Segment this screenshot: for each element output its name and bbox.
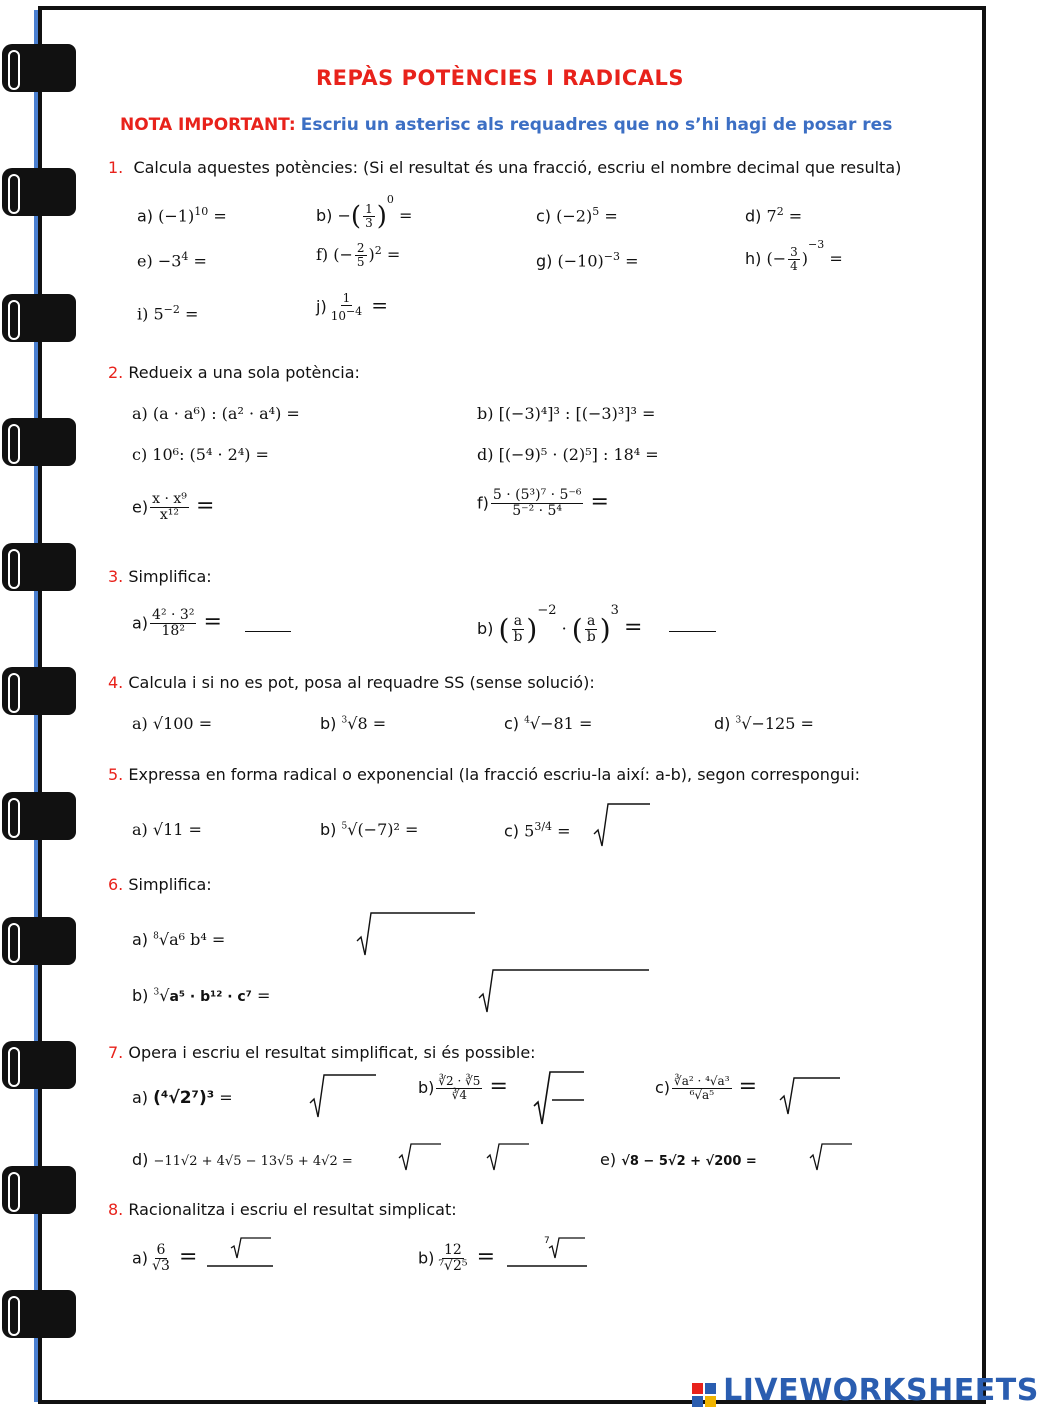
- q1-item-g: g) $(-10)^{-3}$ =: [536, 250, 639, 271]
- binder-ring: [2, 543, 76, 591]
- q1-item-e: $e) -3^4$ =: [137, 250, 207, 271]
- question-8: 8. Racionalitza i escriu el resultat simplicat:: [108, 1200, 457, 1219]
- q4-item-b: b) $^3$√8 =: [320, 714, 387, 733]
- radical-answer-box[interactable]: [592, 802, 652, 848]
- q1-item-j: j) $\frac{1}{10^{-4}}$ =: [316, 291, 389, 324]
- question-3: 3. Simplifica:: [108, 567, 212, 586]
- binder-ring: [2, 1290, 76, 1338]
- question-5: 5. Expressa en forma radical o exponencial (la fracció escriu-la així: a-b), segon correspongui:: [108, 765, 861, 784]
- q7-item-d: d) −11√2 + 4√5 − 13√5 + 4√2 =: [132, 1150, 353, 1169]
- q5-item-a: a) √11 =: [132, 820, 202, 839]
- q4-item-a: a) √100 =: [132, 714, 213, 733]
- question-4: 4. Calcula i si no es pot, posa al requadre SS (sense solució):: [108, 673, 595, 692]
- q8-item-a: a) $\frac{6}{√3}$ =: [132, 1242, 198, 1275]
- question-text: Calcula aquestes potències: (Si el resultat és una fracció, escriu el nombre decimal que resulta): [133, 158, 902, 177]
- question-1: [108, 158, 901, 177]
- radical-answer-box[interactable]: [485, 1142, 531, 1172]
- binder-ring: [2, 1041, 76, 1089]
- radical-answer-box[interactable]: [778, 1076, 842, 1116]
- question-2: 2. Redueix a una sola potència:: [108, 363, 360, 382]
- question-7: 7. Opera i escriu el resultat simplificat, si és possible:: [108, 1043, 536, 1062]
- radical-answer-box[interactable]: [532, 1070, 586, 1126]
- note-label: NOTA IMPORTANT:: [120, 115, 296, 135]
- fraction-answer-box[interactable]: [505, 1236, 589, 1270]
- q5-item-c: c) $5^{3/4}$ =: [504, 820, 571, 841]
- question-6: 6. Simplifica:: [108, 875, 212, 894]
- q7-item-b: b) $\frac{∛2 \cdot ∛5}{∛4}$ =: [418, 1073, 508, 1102]
- q6-item-a: a) $^8$√a⁶ b⁴ =: [132, 930, 226, 949]
- binder-ring: [2, 294, 76, 342]
- answer-line[interactable]: [669, 631, 716, 632]
- binder-ring: [2, 917, 76, 965]
- q1-item-c: c) $(-2)^5$ =: [536, 205, 618, 226]
- radical-index: 7: [544, 1236, 550, 1246]
- q1-item-d: d) $7^2$ =: [745, 205, 803, 226]
- radical-answer-box[interactable]: [355, 911, 477, 957]
- q2-item-c: c) 10⁶: (5⁴ · 2⁴) =: [132, 445, 269, 464]
- question-number: 1.: [108, 158, 124, 177]
- q2-item-f: f) $\frac{\text{5 · (5³)⁷ · 5⁻⁶}}{\text{5⁻² · 5⁴}}$ =: [477, 487, 609, 520]
- page-title: REPÀS POTÈNCIES I RADICALS: [315, 66, 685, 90]
- q1-item-i: i) $5^{-2}$ =: [137, 303, 199, 324]
- note-text: Escriu un asterisc als requadres que no s’hi hagi de posar res: [300, 115, 893, 135]
- radical-answer-box[interactable]: [477, 968, 651, 1014]
- binder-ring: [2, 792, 76, 840]
- q2-item-d: d) [(−9)⁵ · (2)⁵] : 18⁴ =: [477, 445, 659, 464]
- q1-item-b: b) −( $\frac{1}{3}$ )$^0$ =: [316, 193, 413, 232]
- q7-item-c: c) $\frac{\text{∛a² · ⁴√a³}}{\text{⁶√a⁵}}$ =: [655, 1073, 758, 1102]
- logo-text: LIVEWORKSHEETS: [723, 1373, 1039, 1408]
- radical-answer-box[interactable]: [397, 1142, 443, 1172]
- q3-item-b: b) ( $\frac{a}{b}$ )$^{-2}$ · ( $\frac{a}{b}$ )$^3$ =: [477, 603, 643, 646]
- q2-item-a: a) (a · a⁶) : (a² · a⁴) =: [132, 404, 300, 423]
- q3-item-a: a) $\frac{\text{4² · 3²}}{\text{18²}}$ =: [132, 607, 222, 640]
- q7-item-a: a) (⁴√2⁷)³ =: [132, 1088, 233, 1108]
- q2-item-b: b) [(−3)⁴]³ : [(−3)³]³ =: [477, 404, 656, 423]
- answer-line[interactable]: [245, 631, 291, 632]
- radical-answer-box[interactable]: [808, 1142, 854, 1172]
- q1-item-a: a) $(-1)^{10}$ =: [137, 205, 227, 226]
- binder-ring: [2, 418, 76, 466]
- logo-icon: [692, 1383, 718, 1409]
- q4-item-d: d) $^3$√−125 =: [714, 714, 814, 733]
- q6-item-b: b) $^3$√a⁵ · b¹² · c⁷ =: [132, 986, 271, 1005]
- radical-answer-box[interactable]: [308, 1073, 378, 1119]
- q7-item-e: e) √8 − 5√2 + √200 =: [600, 1150, 757, 1169]
- binder-ring: [2, 1166, 76, 1214]
- q8-item-b: b) $\frac{12}{\text{⁷√2⁵}}$ =: [418, 1242, 495, 1275]
- fraction-answer-box[interactable]: [205, 1236, 275, 1270]
- binder-ring: [2, 168, 76, 216]
- q2-item-e: e) $\frac{\text{x · x⁹}}{\text{x¹²}}$ =: [132, 491, 215, 524]
- q5-item-b: b) $^5$√(−7)² =: [320, 820, 419, 839]
- q4-item-c: c) $^4$√−81 =: [504, 714, 593, 733]
- q1-item-f: f) (− $\frac{2}{5}$ )$^2$ =: [316, 241, 401, 270]
- binder-ring: [2, 667, 76, 715]
- liveworksheets-logo: [692, 1373, 1039, 1409]
- q1-item-h: h) (− $\frac{3}{4}$ )$^{-3}$ =: [745, 238, 843, 273]
- important-note: [120, 115, 892, 135]
